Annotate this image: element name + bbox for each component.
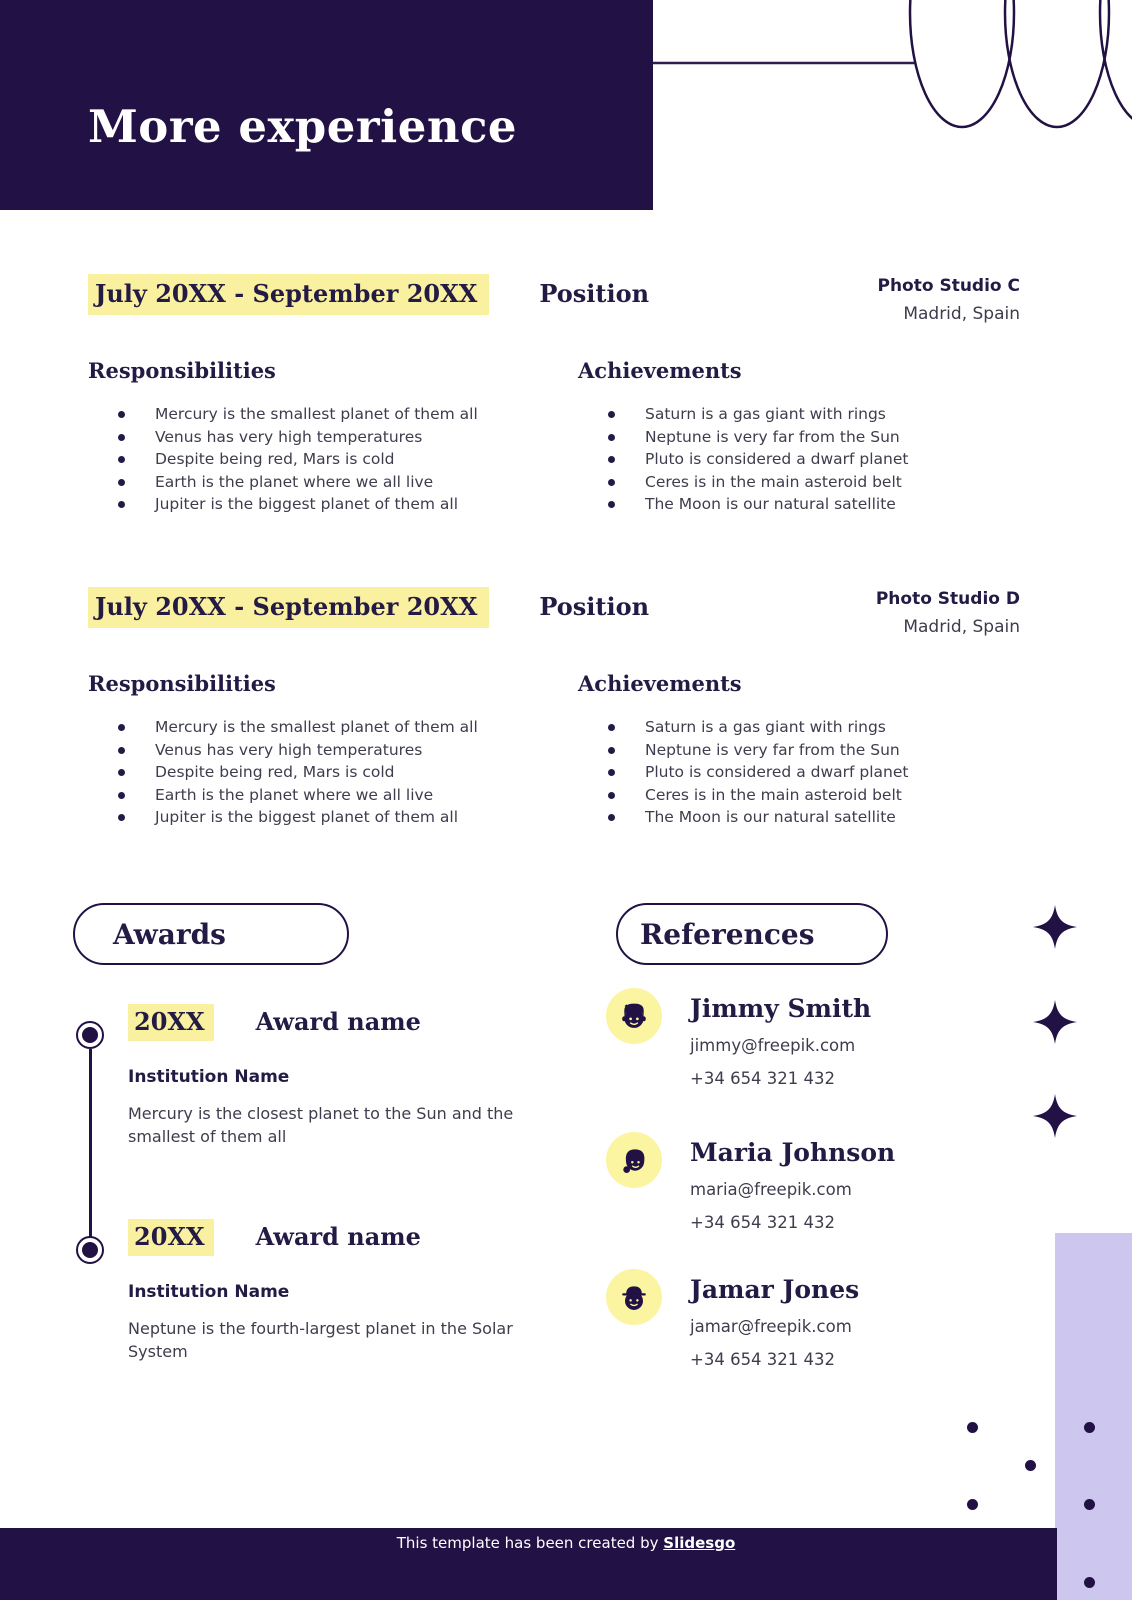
reference-contact-3 (606, 1269, 859, 1369)
achievements-heading: Achievements (578, 358, 742, 383)
experience-company: Photo Studio D (875, 589, 1020, 609)
dot-decoration-icon (1084, 1422, 1095, 1433)
list-item: Ceres is in the main asteroid belt (578, 784, 1020, 807)
timeline-marker-icon (76, 1021, 104, 1049)
responsibilities-heading: Responsibilities (88, 671, 276, 696)
responsibilities-heading: Responsibilities (88, 358, 276, 383)
experience-location: Madrid, Spain (903, 304, 1020, 324)
achievements-list (578, 403, 1020, 516)
sparkle-icon (1033, 1094, 1077, 1138)
avatar (606, 1132, 662, 1188)
awards-section-heading (73, 903, 349, 965)
woman-face-icon (616, 1142, 652, 1178)
award-entry-2 (128, 1219, 568, 1363)
award-institution: Institution Name (128, 1067, 290, 1087)
dot-decoration-icon (1084, 1499, 1095, 1510)
experience-position: Position (539, 279, 650, 308)
references-section-heading (616, 903, 888, 965)
experience-dates: July 20XX - September 20XX (88, 587, 489, 628)
list-item: Jupiter is the biggest planet of them all (88, 493, 578, 516)
responsibilities-column (88, 671, 578, 829)
footer-credit (0, 1534, 1132, 1552)
dot-decoration-icon (967, 1499, 978, 1510)
list-item: Despite being red, Mars is cold (88, 761, 578, 784)
experience-header (88, 274, 1020, 324)
list-item: Neptune is very far from the Sun (578, 739, 1020, 762)
list-item: Venus has very high temperatures (88, 739, 578, 762)
list-item: Neptune is very far from the Sun (578, 426, 1020, 449)
sparkle-icon (1033, 1000, 1077, 1044)
list-item: Earth is the planet where we all live (88, 471, 578, 494)
man-face-icon (616, 998, 652, 1034)
page-header (0, 0, 653, 210)
contact-name: Maria Johnson (690, 1138, 896, 1167)
contact-email: jamar@freepik.com (690, 1317, 852, 1336)
award-institution: Institution Name (128, 1282, 290, 1302)
contact-phone: +34 654 321 432 (690, 1069, 836, 1088)
contact-phone: +34 654 321 432 (690, 1350, 836, 1369)
award-year: 20XX (128, 1004, 214, 1041)
experience-position: Position (539, 592, 650, 621)
experience-dates: July 20XX - September 20XX (88, 274, 489, 315)
responsibilities-list (88, 716, 578, 829)
man-cap-face-icon (616, 1279, 652, 1315)
avatar (606, 1269, 662, 1325)
list-item: The Moon is our natural satellite (578, 493, 1020, 516)
references-heading-label: References (640, 917, 815, 951)
experience-company: Photo Studio C (877, 276, 1020, 296)
reference-contact-1 (606, 988, 871, 1088)
contact-name: Jamar Jones (690, 1275, 860, 1304)
achievements-list (578, 716, 1020, 829)
list-item: Earth is the planet where we all live (88, 784, 578, 807)
list-item: Mercury is the smallest planet of them all (88, 403, 578, 426)
awards-heading-label: Awards (113, 917, 226, 951)
responsibilities-column (88, 358, 578, 516)
list-item: Pluto is considered a dwarf planet (578, 761, 1020, 784)
experience-entry-2 (88, 587, 1020, 829)
award-entry-1 (128, 1004, 568, 1148)
slidesgo-link[interactable]: Slidesgo (663, 1534, 736, 1552)
experience-header (88, 587, 1020, 637)
sparkle-icon (1033, 905, 1077, 949)
contact-email: maria@freepik.com (690, 1180, 852, 1199)
page-title: More experience (88, 100, 518, 153)
dot-decoration-icon (1025, 1460, 1036, 1471)
list-item: Ceres is in the main asteroid belt (578, 471, 1020, 494)
award-name: Award name (255, 1222, 421, 1251)
list-item: Despite being red, Mars is cold (88, 448, 578, 471)
experience-location: Madrid, Spain (903, 617, 1020, 637)
coil-line-decoration-icon (653, 0, 1132, 140)
footer-credit-text: This template has been created by (396, 1534, 659, 1552)
dot-decoration-icon (967, 1422, 978, 1433)
achievements-column (578, 358, 1020, 516)
avatar (606, 988, 662, 1044)
award-name: Award name (255, 1007, 421, 1036)
list-item: Mercury is the smallest planet of them all (88, 716, 578, 739)
contact-name: Jimmy Smith (690, 994, 872, 1023)
award-description: Mercury is the closest planet to the Sun and the smallest of them all (128, 1104, 514, 1146)
contact-phone: +34 654 321 432 (690, 1213, 836, 1232)
list-item: The Moon is our natural satellite (578, 806, 1020, 829)
achievements-heading: Achievements (578, 671, 742, 696)
award-description: Neptune is the fourth-largest planet in the Solar System (128, 1319, 513, 1361)
list-item: Venus has very high temperatures (88, 426, 578, 449)
list-item: Saturn is a gas giant with rings (578, 403, 1020, 426)
timeline-line (89, 1049, 92, 1237)
list-item: Saturn is a gas giant with rings (578, 716, 1020, 739)
award-year: 20XX (128, 1219, 214, 1256)
timeline-marker-icon (76, 1236, 104, 1264)
responsibilities-list (88, 403, 578, 516)
contact-email: jimmy@freepik.com (690, 1036, 856, 1055)
list-item: Jupiter is the biggest planet of them all (88, 806, 578, 829)
dot-decoration-icon (1084, 1577, 1095, 1588)
reference-contact-2 (606, 1132, 895, 1232)
experience-entry-1 (88, 274, 1020, 516)
list-item: Pluto is considered a dwarf planet (578, 448, 1020, 471)
achievements-column (578, 671, 1020, 829)
